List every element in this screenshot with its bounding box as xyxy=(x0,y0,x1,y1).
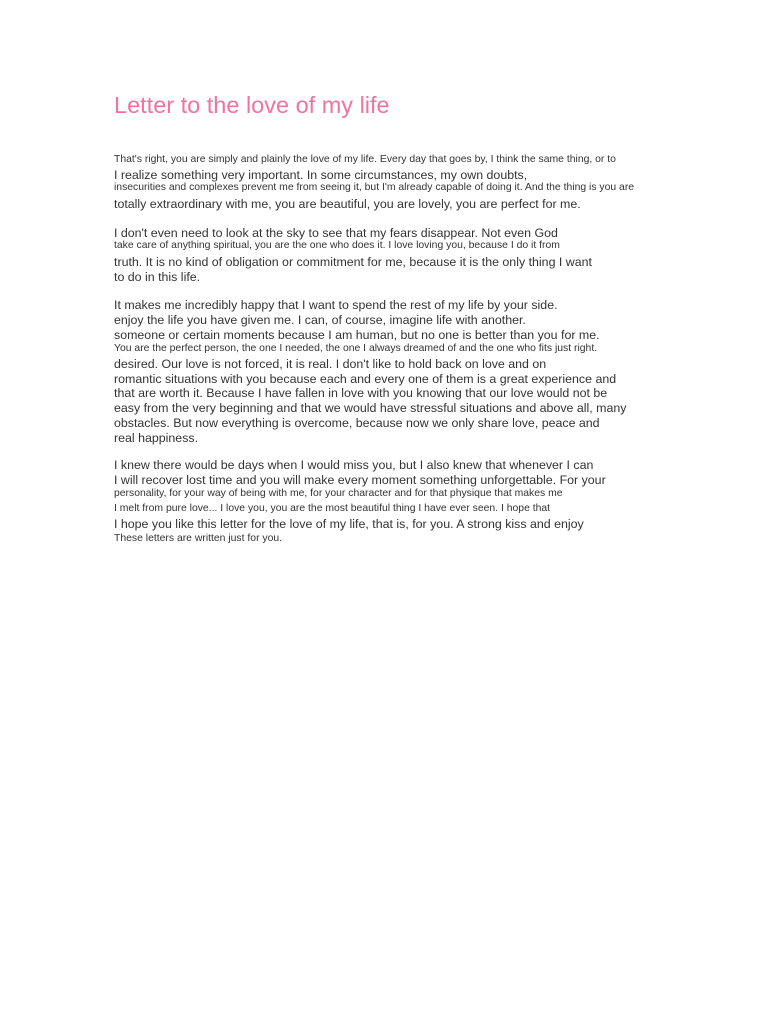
text-line: totally extraordinary with me, you are beautiful, you are lovely, you are perfect for me. xyxy=(114,197,581,211)
text-line: It makes me incredibly happy that I want to spend the rest of my life by your side. xyxy=(114,298,558,312)
text-line: real happiness. xyxy=(114,431,199,445)
text-line: take care of anything spiritual, you are the one who does it. I love loving you, because I do it from xyxy=(114,240,560,251)
text-line: someone or certain moments because I am human, but no one is better than you for me. xyxy=(114,328,600,342)
text-line: I don't even need to look at the sky to see that my fears disappear. Not even God xyxy=(114,226,558,240)
text-line: insecurities and complexes prevent me from seeing it, but I'm already capable of doing it. And the thing is you are xyxy=(114,182,635,193)
text-line: that are worth it. Because I have fallen in love with you knowing that our love would not be xyxy=(114,386,608,400)
text-line: I knew there would be days when I would miss you, but I also knew that whenever I can xyxy=(114,458,594,472)
text-line: You are the perfect person, the one I needed, the one I always dreamed of and the one who fits just right. xyxy=(114,343,598,354)
page-title: Letter to the love of my life xyxy=(114,92,390,118)
text-line: romantic situations with you because each and every one of them is a great experience and xyxy=(114,372,617,386)
text-line: obstacles. But now everything is overcome, because now we only share love, peace and xyxy=(114,416,600,430)
text-line: These letters are written just for you. xyxy=(114,533,283,544)
text-line: I hope you like this letter for the love of my life, that is, for you. A strong kiss and enjoy xyxy=(114,517,584,531)
text-line: to do in this life. xyxy=(114,270,201,284)
text-line: enjoy the life you have given me. I can, of course, imagine life with another. xyxy=(114,313,526,327)
text-line: personality, for your way of being with me, for your character and for that physique that makes me xyxy=(114,488,563,499)
text-line: That's right, you are simply and plainly the love of my life. Every day that goes by, I think the same thing, or to xyxy=(114,154,616,165)
text-line: I will recover lost time and you will make every moment something unforgettable. For your xyxy=(114,473,606,487)
text-line: truth. It is no kind of obligation or commitment for me, because it is the only thing I want xyxy=(114,255,592,269)
text-line: easy from the very beginning and that we would have stressful situations and above all, many xyxy=(114,401,627,415)
text-line: I realize something very important. In some circumstances, my own doubts, xyxy=(114,168,528,182)
text-line: desired. Our love is not forced, it is real. I don't like to hold back on love and on xyxy=(114,357,547,371)
text-line: I melt from pure love... I love you, you are the most beautiful thing I have ever seen. I hope that xyxy=(114,503,551,514)
